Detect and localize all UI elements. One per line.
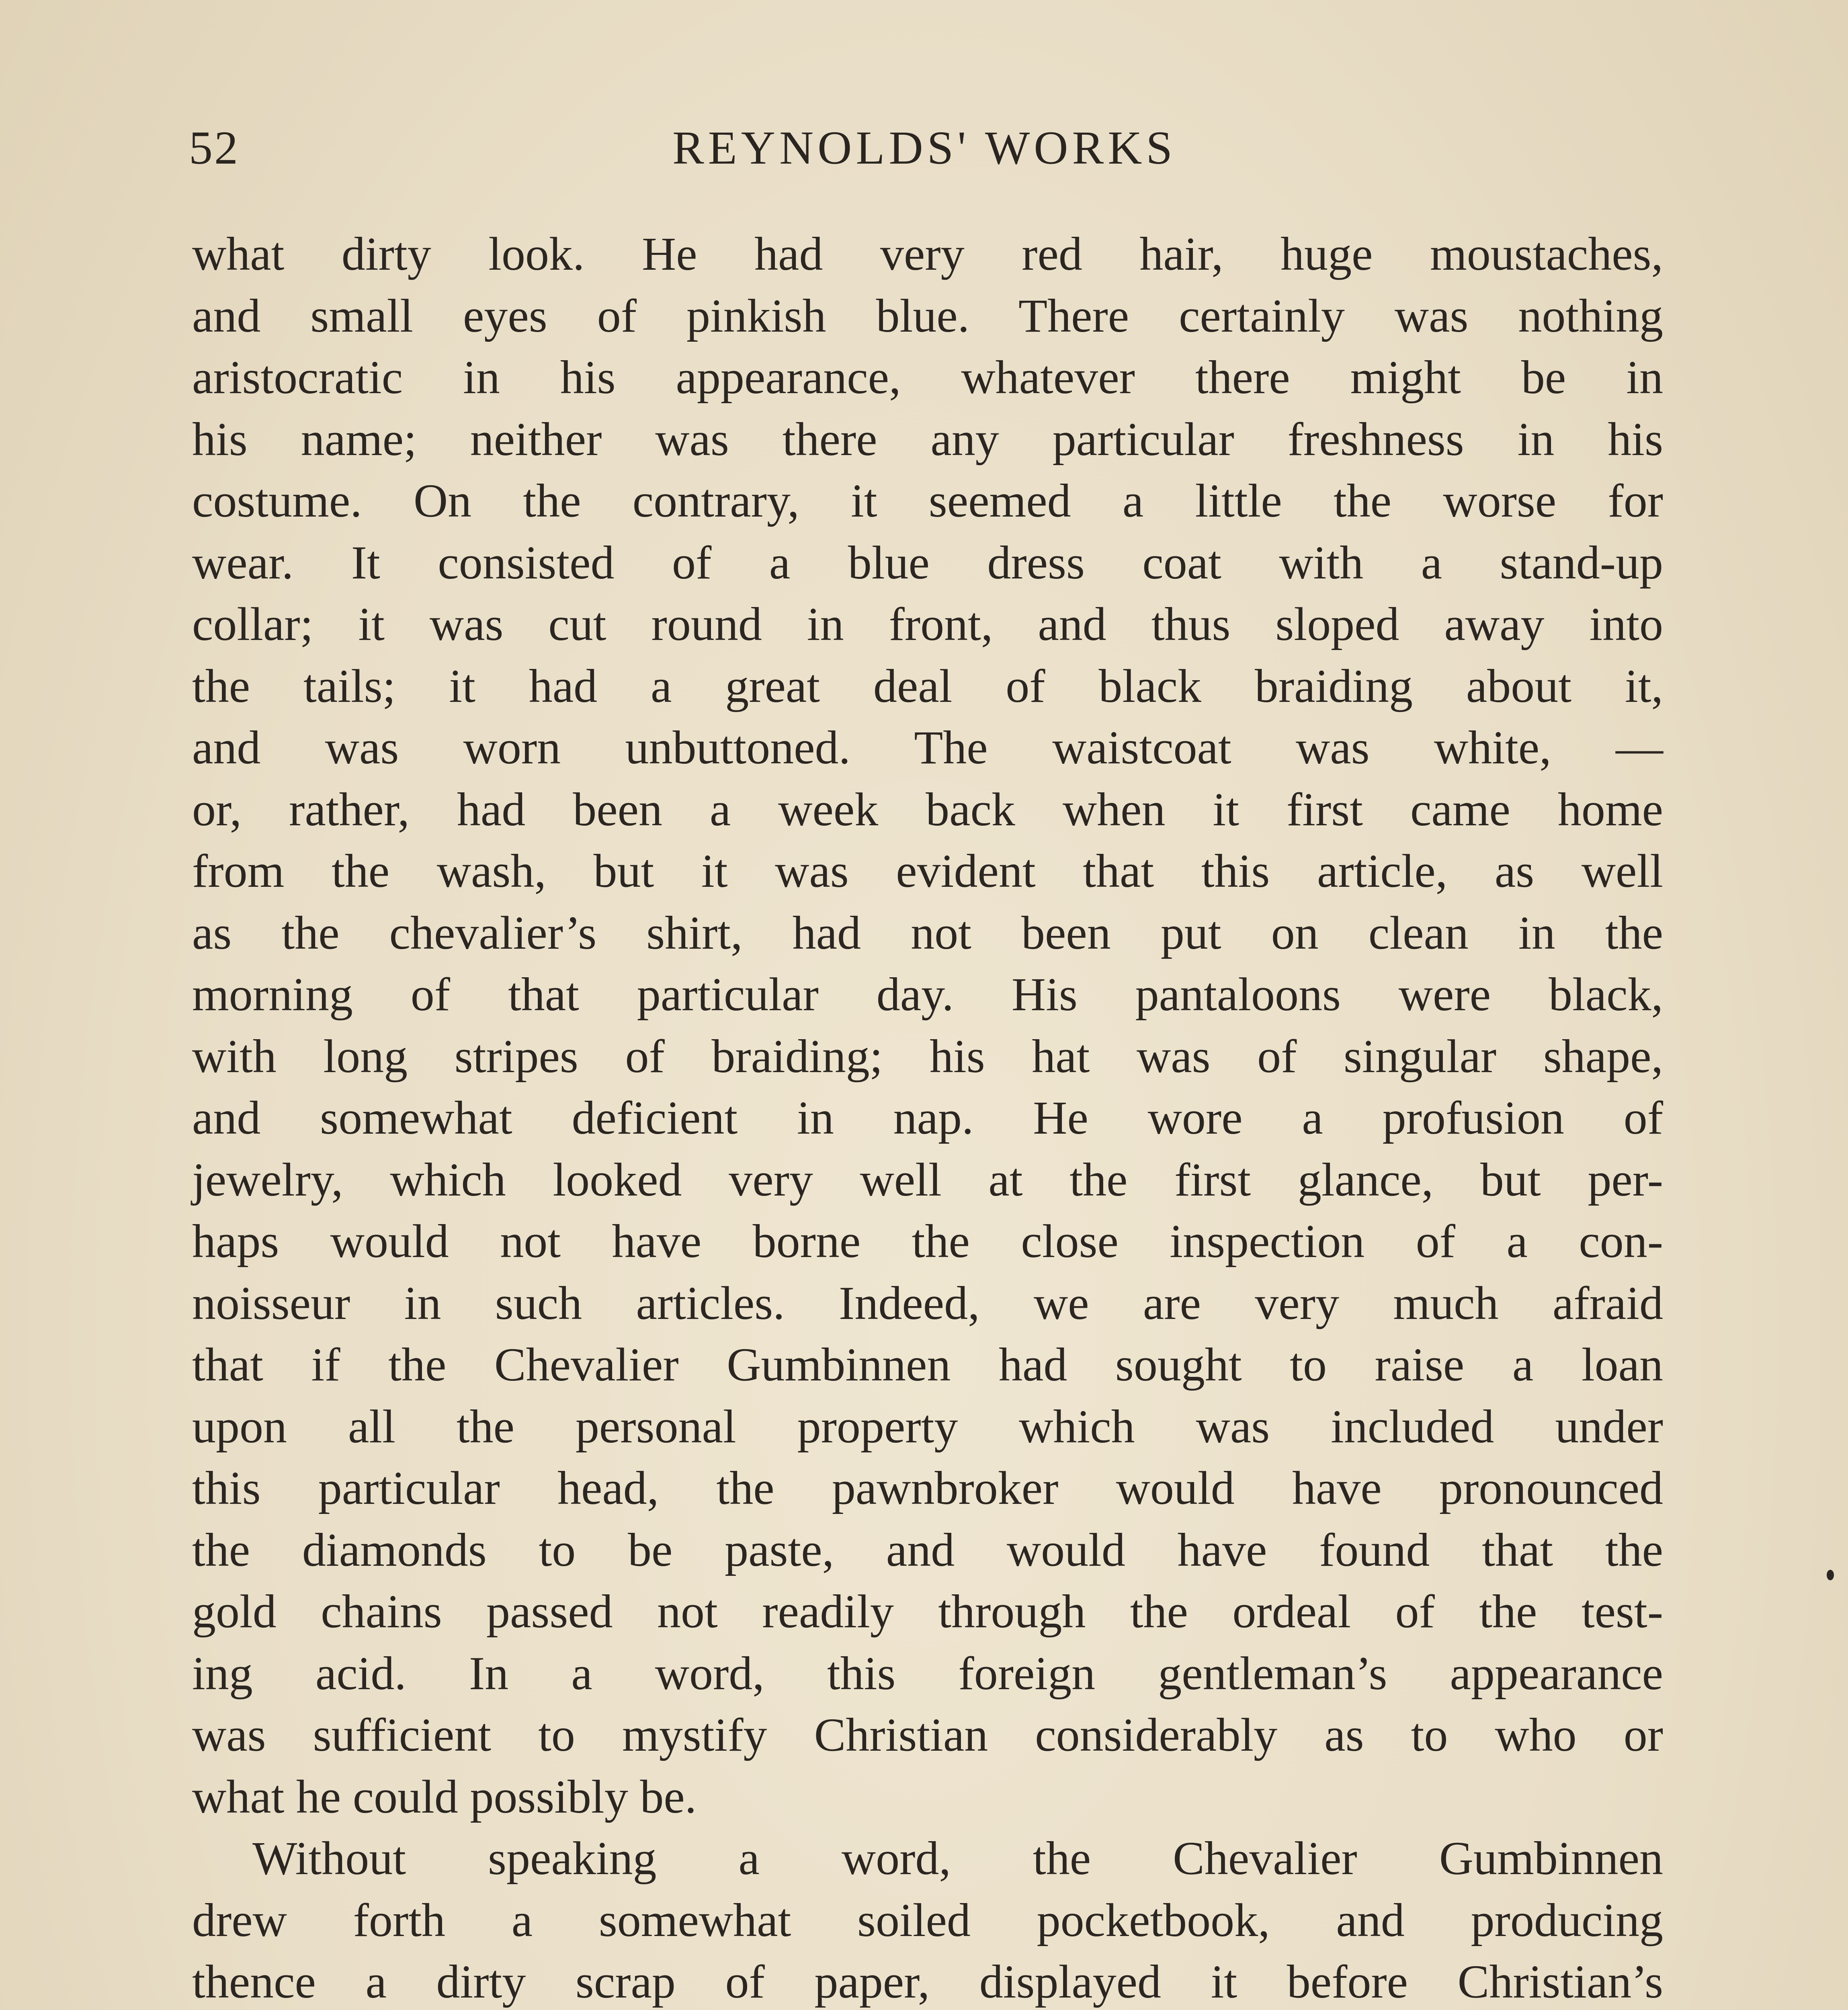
text-line: that if the Chevalier Gumbinnen had sought to raise a loan bbox=[192, 1338, 1663, 1391]
running-head: REYNOLDS' WORKS bbox=[672, 121, 1177, 174]
text-line: collar; it was cut round in front, and thus sloped away into bbox=[192, 598, 1663, 650]
text-line: this particular head, the pawnbroker would have pronounced bbox=[192, 1462, 1663, 1514]
text-line: and was worn unbuttoned. The waistcoat was white, — bbox=[192, 721, 1663, 774]
text-line: wear. It consisted of a blue dress coat with a stand-up bbox=[192, 536, 1663, 589]
text-line: and small eyes of pinkish blue. There certainly was nothing bbox=[192, 289, 1663, 342]
text-line: his name; neither was there any particular freshness in his bbox=[192, 412, 1663, 466]
text-line: as the chevalier’s shirt, had not been put on clean in the bbox=[192, 906, 1663, 959]
text-line: what dirty look. He had very red hair, huge moustaches, bbox=[192, 228, 1663, 280]
text-line: or, rather, had been a week back when it first came home bbox=[192, 783, 1663, 836]
text-line: upon all the personal property which was included under bbox=[192, 1400, 1663, 1453]
text-line: gold chains passed not readily through the ordeal of the test- bbox=[192, 1585, 1663, 1638]
text-line: from the wash, but it was evident that this article, as well bbox=[192, 845, 1663, 897]
page-header bbox=[189, 121, 1660, 185]
text-line: ing acid. In a word, this foreign gentleman’s appearance bbox=[192, 1647, 1663, 1700]
text-line: drew forth a somewhat soiled pocketbook, and producing bbox=[192, 1893, 1663, 1946]
text-line: morning of that particular day. His pantaloons were black, bbox=[192, 968, 1663, 1021]
body-text bbox=[192, 223, 1663, 2010]
text-line: aristocratic in his appearance, whatever there might be in bbox=[192, 351, 1663, 404]
text-line: jewelry, which looked very well at the first glance, but per- bbox=[192, 1153, 1663, 1206]
text-line: the diamonds to be paste, and would have found that the bbox=[192, 1523, 1663, 1576]
text-line: costume. On the contrary, it seemed a little the worse for bbox=[192, 474, 1663, 527]
text-line: the tails; it had a great deal of black braiding about it, bbox=[192, 659, 1663, 712]
text-line: haps would not have borne the close inspection of a con- bbox=[192, 1215, 1663, 1268]
page-number: 52 bbox=[189, 121, 240, 174]
text-line: Without speaking a word, the Chevalier Gumbinnen bbox=[252, 1832, 1663, 1885]
text-line: what he could possibly be. bbox=[192, 1770, 697, 1823]
text-line: noisseur in such articles. Indeed, we are very much afraid bbox=[192, 1276, 1663, 1329]
text-line: and somewhat deficient in nap. He wore a profusion of bbox=[192, 1091, 1663, 1144]
text-line: was sufficient to mystify Christian considerably as to who or bbox=[192, 1708, 1663, 1761]
text-line: thence a dirty scrap of paper, displayed it before Christian’s bbox=[192, 1955, 1663, 2008]
print-speck bbox=[1827, 1570, 1834, 1580]
text-line: with long stripes of braiding; his hat was of singular shape, bbox=[192, 1030, 1663, 1083]
